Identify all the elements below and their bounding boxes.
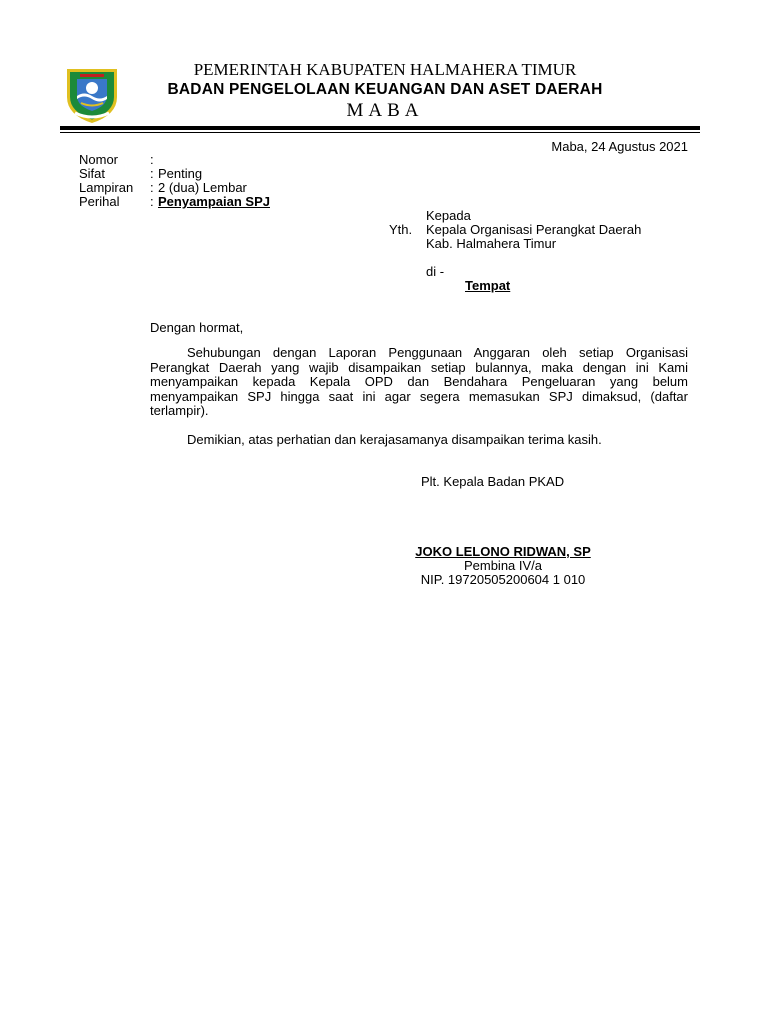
meta-value-sifat: Penting bbox=[158, 166, 203, 181]
recipient-di: di - bbox=[426, 264, 445, 279]
letterhead-agency: BADAN PENGELOLAAN KEUANGAN DAN ASET DAERAH bbox=[167, 81, 603, 98]
meta-label-lampiran: Lampiran bbox=[79, 180, 134, 195]
signature-nip: NIP. 19720505200604 1 010 bbox=[420, 572, 586, 587]
signature-name: JOKO LELONO RIDWAN, SP bbox=[415, 544, 591, 559]
letterhead-rule-thick bbox=[60, 126, 700, 130]
recipient-line1: Kepala Organisasi Perangkat Daerah bbox=[426, 222, 642, 237]
letterhead-city: MABA bbox=[346, 100, 424, 121]
meta-label-nomor: Nomor bbox=[79, 152, 119, 167]
meta-label-perihal: Perihal bbox=[79, 194, 120, 209]
meta-value-lampiran: 2 (dua) Lembar bbox=[158, 180, 247, 195]
meta-sep-lampiran: : bbox=[150, 180, 154, 195]
recipient-line2: Kab. Halmahera Timur bbox=[426, 236, 557, 251]
recipient-kepada: Kepada bbox=[426, 208, 471, 223]
body-paragraph-1: Sehubungan dengan Laporan Penggunaan Anggaran oleh setiap Organisasi Perangkat Daerah yang wajib disampaikan setiap bulannya, maka dengan ini Kami menyampaikan kepada Kepala OPD dan Bendahara Pengeluaran yang belum menyampaikan SPJ hingga saat ini agar segera memasukan SPJ dimaksud, (daftar terlampir). bbox=[150, 345, 688, 418]
signature-title: Plt. Kepala Badan PKAD bbox=[421, 474, 565, 489]
letterhead-rule-thin bbox=[60, 132, 700, 133]
meta-sep-sifat: : bbox=[150, 166, 154, 181]
letterhead-government: PEMERINTAH KABUPATEN HALMAHERA TIMUR bbox=[193, 60, 577, 79]
salutation: Dengan hormat, bbox=[150, 320, 244, 335]
recipient-tempat: Tempat bbox=[465, 278, 511, 293]
meta-sep-nomor: : bbox=[150, 152, 154, 167]
body-paragraph-2: Demikian, atas perhatian dan kerajasamanya disampaikan terima kasih. bbox=[187, 432, 602, 447]
letter-date: Maba, 24 Agustus 2021 bbox=[551, 139, 688, 154]
meta-value-perihal: Penyampaian SPJ bbox=[158, 194, 270, 209]
recipient-yth: Yth. bbox=[389, 222, 413, 237]
meta-sep-perihal: : bbox=[150, 194, 154, 209]
signature-rank: Pembina IV/a bbox=[463, 558, 543, 573]
halmahera-timur-emblem-icon bbox=[61, 63, 123, 125]
meta-label-sifat: Sifat bbox=[79, 166, 106, 181]
